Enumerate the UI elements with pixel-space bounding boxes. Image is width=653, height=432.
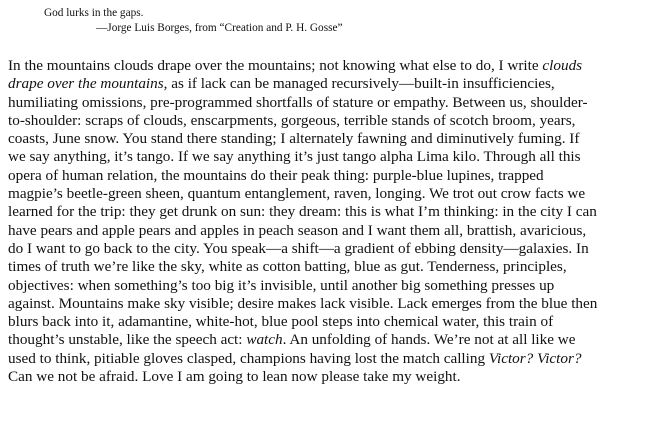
text-run: times of truth we’re like the sky, white as cotton batting, blue as gut. Tenderness, principles, [8,258,567,276]
epigraph [44,6,343,36]
text-run: blurs back into it, adamantine, white-hot, blue pool steps into chemical water, this train of [8,313,554,331]
text-run: learned for the trip: they get drunk on sun: they dream: this is what I’m thinking: in the city I can [8,203,597,221]
text-run: thought’s unstable, like the speech act: [8,331,247,349]
poem-line [8,148,648,166]
poem-line [8,167,648,185]
italic-phrase: clouds [542,57,583,74]
poem-line [8,331,648,349]
italic-phrase: watch [246,331,283,349]
poem-line [8,295,648,313]
poem-line [8,203,648,221]
text-run: we say anything, it’s tango. If we say anything it’s just tango alpha Lima kilo. Through all this [8,148,581,166]
text-run: opera of human relation, the mountains do their peak thing: purple-blue lupines, trapped [8,166,544,184]
poem-line [8,350,648,368]
text-run: humiliating omissions, pre-programmed shortfalls of stature or empathy. Between us, shoulder- [8,93,588,111]
text-run: do I want to go back to the city. You speak—a shift—a gradient of ebbing density—galaxies. In [8,239,589,257]
text-run: In the mountains clouds drape over the mountains; not knowing what else to do, I write [8,57,543,74]
text-run: . An unfolding of hands. We’re not at all like we [282,331,576,349]
poem-line [8,75,648,93]
poem-line [8,57,648,75]
poem-body [8,57,648,386]
epigraph-attribution: —Jorge Luis Borges, from “Creation and P. H. Gosse” [96,22,343,34]
text-run: magpie’s beetle-green sheen, quantum entanglement, raven, longing. We trot out crow facts we [8,185,586,203]
text-run: against. Mountains make sky visible; desire makes lack visible. Lack emerges from the blue then [8,294,598,312]
text-run: to-shoulder: scraps of clouds, enscarpments, gorgeous, terrible stands of scotch broom, years, [8,111,576,129]
poem-line [8,313,648,331]
text-run: , as if lack can be managed recursively—built-in insufficiencies, [163,75,555,93]
text-run: objectives: when something’s too big it’s invisible, until another big something presses up [8,276,555,294]
poem-line [8,240,648,258]
epigraph-quote: God lurks in the gaps. [44,7,144,19]
poem-line [8,130,648,148]
text-run: used to think, pitiable gloves clasped, champions having lost the match calling [8,349,489,367]
italic-phrase: Victor? Victor? [488,349,582,367]
text-run: coasts, June snow. You stand there standing; I alternately fawning and diminutively fuming. If [8,130,580,148]
poem-line [8,185,648,203]
text-run: have pears and apple pears and apples in peach season and I want them all, brattish, avaricious, [8,221,587,239]
poem-line [8,94,648,112]
poem-line [8,222,648,240]
poem-line [8,112,648,130]
poem-line [8,368,648,386]
poem-line [8,277,648,295]
text-run: Can we not be afraid. Love I am going to lean now please take my weight. [8,368,461,386]
italic-phrase: drape over the mountains [8,75,164,93]
poem-line [8,258,648,276]
